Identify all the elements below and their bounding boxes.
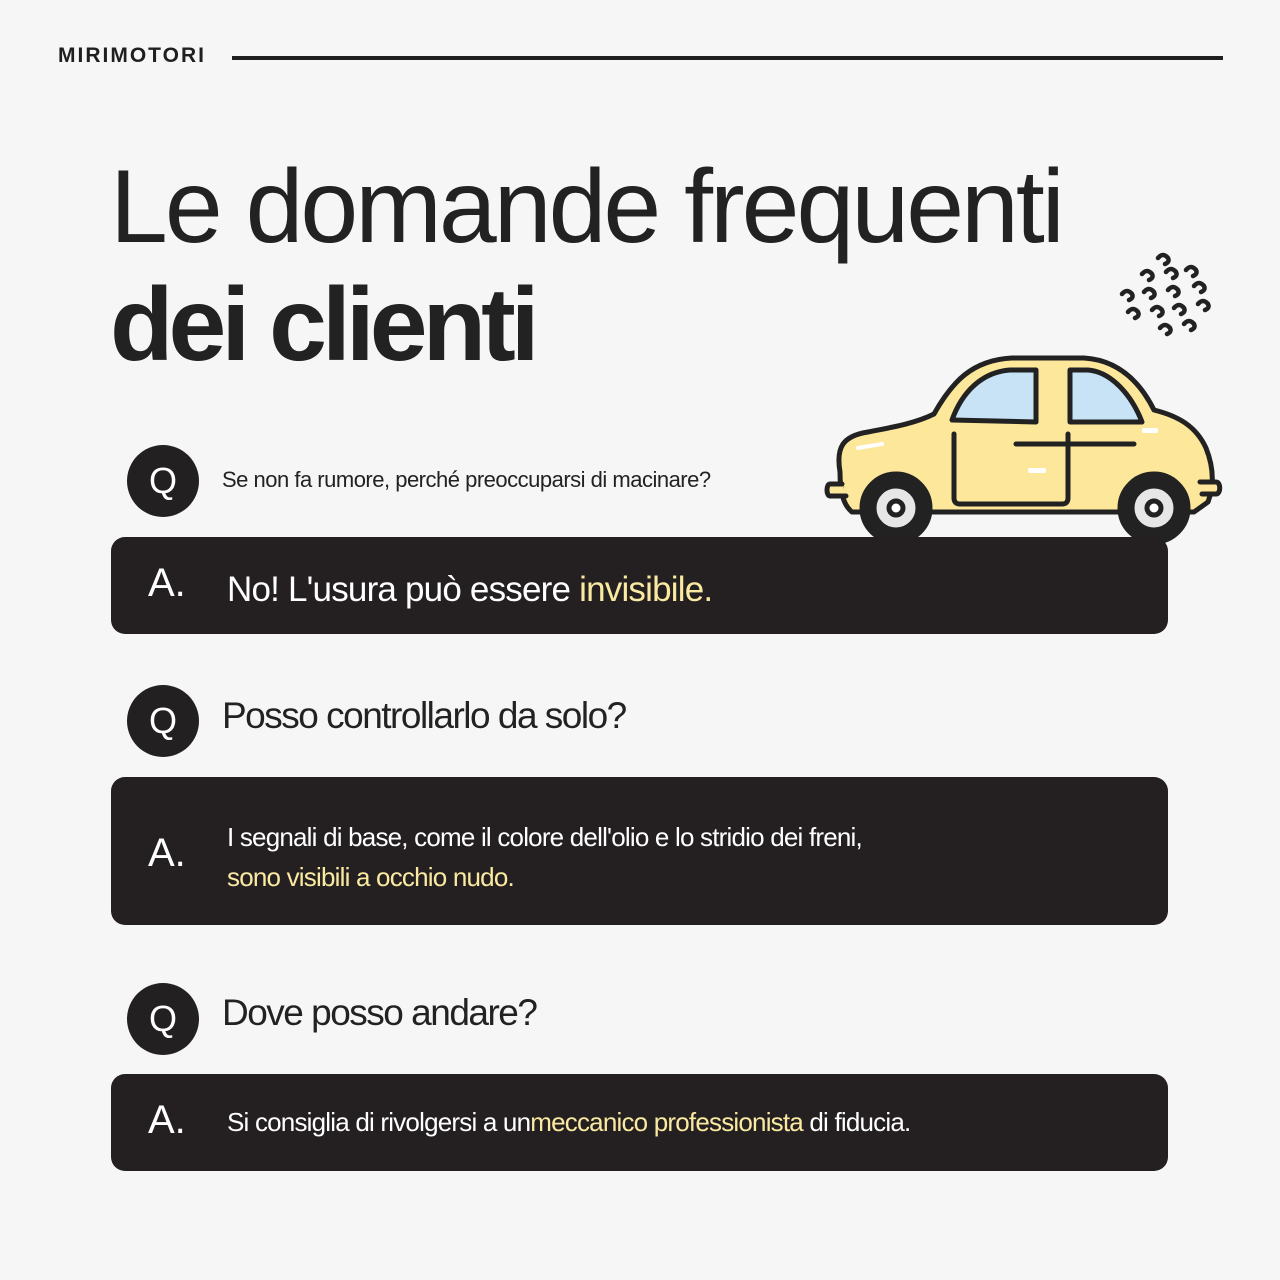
answer-3-highlight: meccanico professionista — [530, 1107, 803, 1137]
answer-1-box — [111, 537, 1168, 634]
car-illustration — [822, 352, 1224, 544]
question-1-text: Se non fa rumore, perché preoccuparsi di macinare? — [222, 467, 711, 492]
answer-3-box — [111, 1074, 1168, 1171]
title-line-1: Le domande frequenti — [110, 149, 1062, 265]
answer-2-highlight: sono visibili a occhio nudo. — [227, 862, 514, 892]
motion-lines-icon — [1112, 244, 1222, 348]
answer-label: A. — [148, 1098, 186, 1142]
title-line-2: dei clienti — [110, 267, 535, 383]
question-2-text: Posso controllarlo da solo? — [222, 695, 626, 736]
header-divider — [232, 56, 1223, 60]
brand-name: MIRIMOTORI — [58, 44, 206, 67]
question-3-text: Dove posso andare? — [222, 992, 537, 1033]
question-badge — [127, 685, 199, 757]
question-badge-label: Q — [148, 700, 177, 741]
answer-2-box — [111, 777, 1168, 925]
page-title — [110, 148, 1062, 384]
question-badge-label: Q — [148, 460, 177, 501]
question-badge-label: Q — [148, 998, 177, 1039]
answer-label: A. — [148, 831, 186, 875]
answer-3-before: Si consiglia di rivolgersi a un — [227, 1107, 531, 1137]
question-badge — [127, 445, 199, 517]
answer-3-text — [227, 1107, 910, 1138]
question-badge — [127, 983, 199, 1055]
answer-3-after: di fiducia. — [802, 1107, 911, 1137]
answer-2-text — [227, 817, 862, 897]
answer-1-plain: No! L'usura può essere — [227, 570, 580, 609]
answer-2-line-1: I segnali di base, come il colore dell'olio e lo stridio dei freni, — [227, 822, 862, 852]
answer-1-text — [227, 570, 712, 610]
answer-label: A. — [148, 561, 186, 605]
answer-1-highlight: invisibile. — [579, 570, 713, 609]
